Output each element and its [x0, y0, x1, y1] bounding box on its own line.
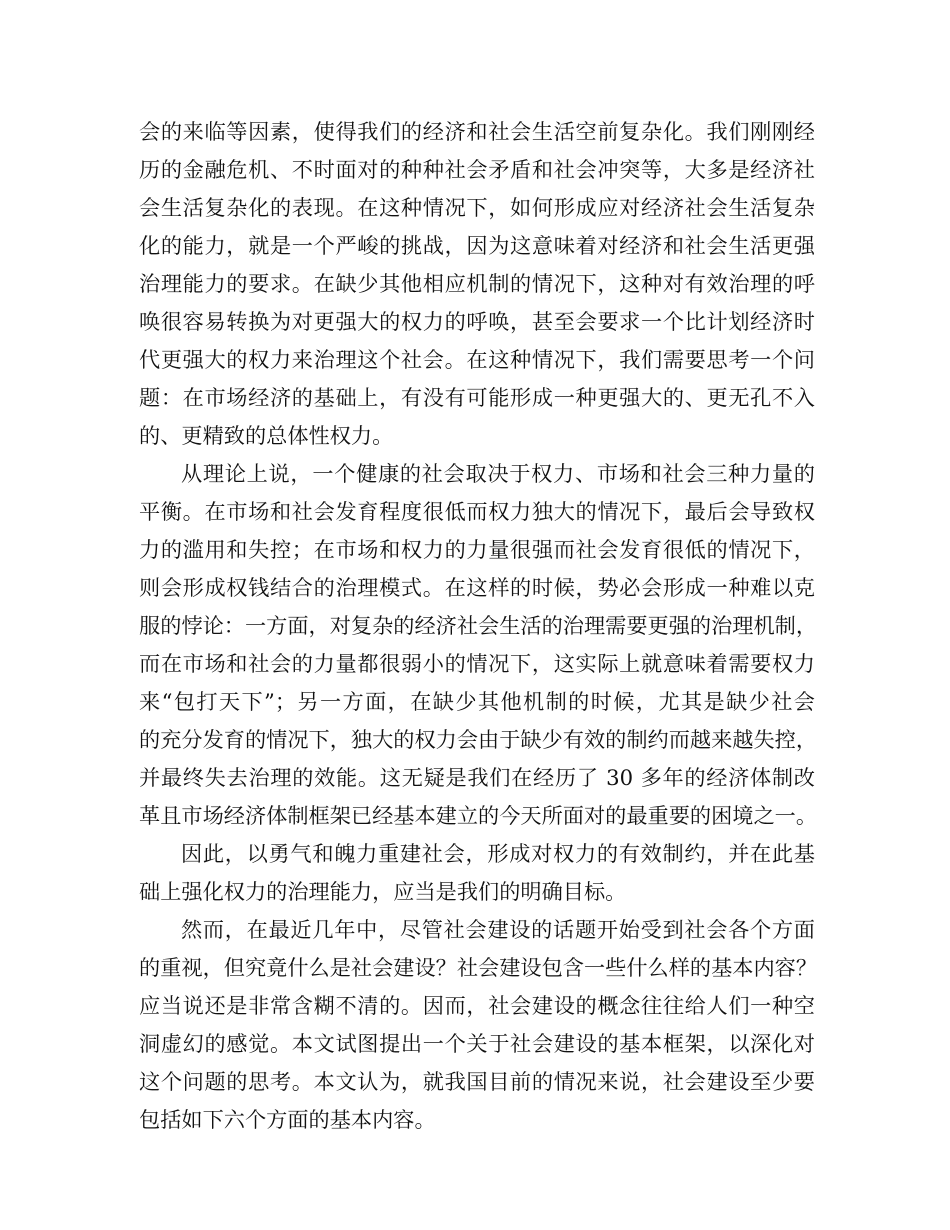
text-line: 历的金融危机、不时面对的种种社会矛盾和社会冲突等，大多是经济社 — [139, 157, 815, 182]
text-line: 平衡。在市场和社会发育程度很低而权力独大的情况下，最后会导致权 — [139, 499, 815, 524]
paragraph-3 — [139, 835, 815, 911]
text-line: 因此，以勇气和魄力重建社会，形成对权力的有效制约，并在此基 — [181, 841, 815, 866]
text-line: 会的来临等因素，使得我们的经济和社会生活空前复杂化。我们刚刚经 — [139, 119, 815, 144]
text-line: 力的滥用和失控；在市场和权力的力量很强而社会发育很低的情况下， — [139, 537, 815, 562]
text-line: 来“包打天下”；另一方面，在缺少其他机制的时候，尤其是缺少社会 — [139, 689, 815, 714]
text-line: 服的悖论：一方面，对复杂的经济社会生活的治理需要更强的治理机制， — [139, 613, 818, 638]
text-line: 唤很容易转换为对更强大的权力的呼唤，甚至会要求一个比计划经济时 — [139, 309, 815, 334]
text-line: 然而，在最近几年中，尽管社会建设的话题开始受到社会各个方面 — [181, 917, 815, 942]
text-line: 革且市场经济体制框架已经基本建立的今天所面对的最重要的困境之一。 — [139, 803, 818, 828]
text-line: 的充分发育的情况下，独大的权力会由于缺少有效的制约而越来越失控， — [139, 727, 818, 752]
paragraph-2 — [139, 455, 818, 835]
text-line: 的、更精致的总体性权力。 — [139, 423, 394, 448]
text-line: 代更强大的权力来治理这个社会。在这种情况下，我们需要思考一个问 — [139, 347, 815, 372]
text-line: 而在市场和社会的力量都很弱小的情况下，这实际上就意味着需要权力 — [139, 651, 815, 676]
document-body — [139, 113, 818, 1139]
text-line: 治理能力的要求。在缺少其他相应机制的情况下，这种对有效治理的呼 — [139, 271, 815, 296]
text-line: 应当说还是非常含糊不清的。因而，社会建设的概念往往给人们一种空 — [139, 993, 815, 1018]
text-line: 会生活复杂化的表现。在这种情况下，如何形成应对经济社会生活复杂 — [139, 195, 815, 220]
text-line: 这个问题的思考。本文认为，就我国目前的情况来说，社会建设至少要 — [139, 1069, 815, 1094]
text-line: 化的能力，就是一个严峻的挑战，因为这意味着对经济和社会生活更强 — [139, 233, 815, 258]
text-line: 题：在市场经济的基础上，有没有可能形成一种更强大的、更无孔不入 — [139, 385, 815, 410]
paragraph-1 — [139, 113, 815, 455]
text-line: 则会形成权钱结合的治理模式。在这样的时候，势必会形成一种难以克 — [139, 575, 815, 600]
text-line: 的重视，但究竟什么是社会建设？社会建设包含一些什么样的基本内容？ — [139, 955, 818, 980]
text-line: 础上强化权力的治理能力，应当是我们的明确目标。 — [139, 879, 627, 904]
paragraph-4 — [139, 911, 818, 1139]
text-line: 并最终失去治理的效能。这无疑是我们在经历了 30 多年的经济体制改 — [139, 765, 815, 790]
text-line: 包括如下六个方面的基本内容。 — [139, 1107, 436, 1132]
text-line: 洞虚幻的感觉。本文试图提出一个关于社会建设的基本框架，以深化对 — [139, 1031, 815, 1056]
text-line: 从理论上说，一个健康的社会取决于权力、市场和社会三种力量的 — [181, 461, 815, 486]
